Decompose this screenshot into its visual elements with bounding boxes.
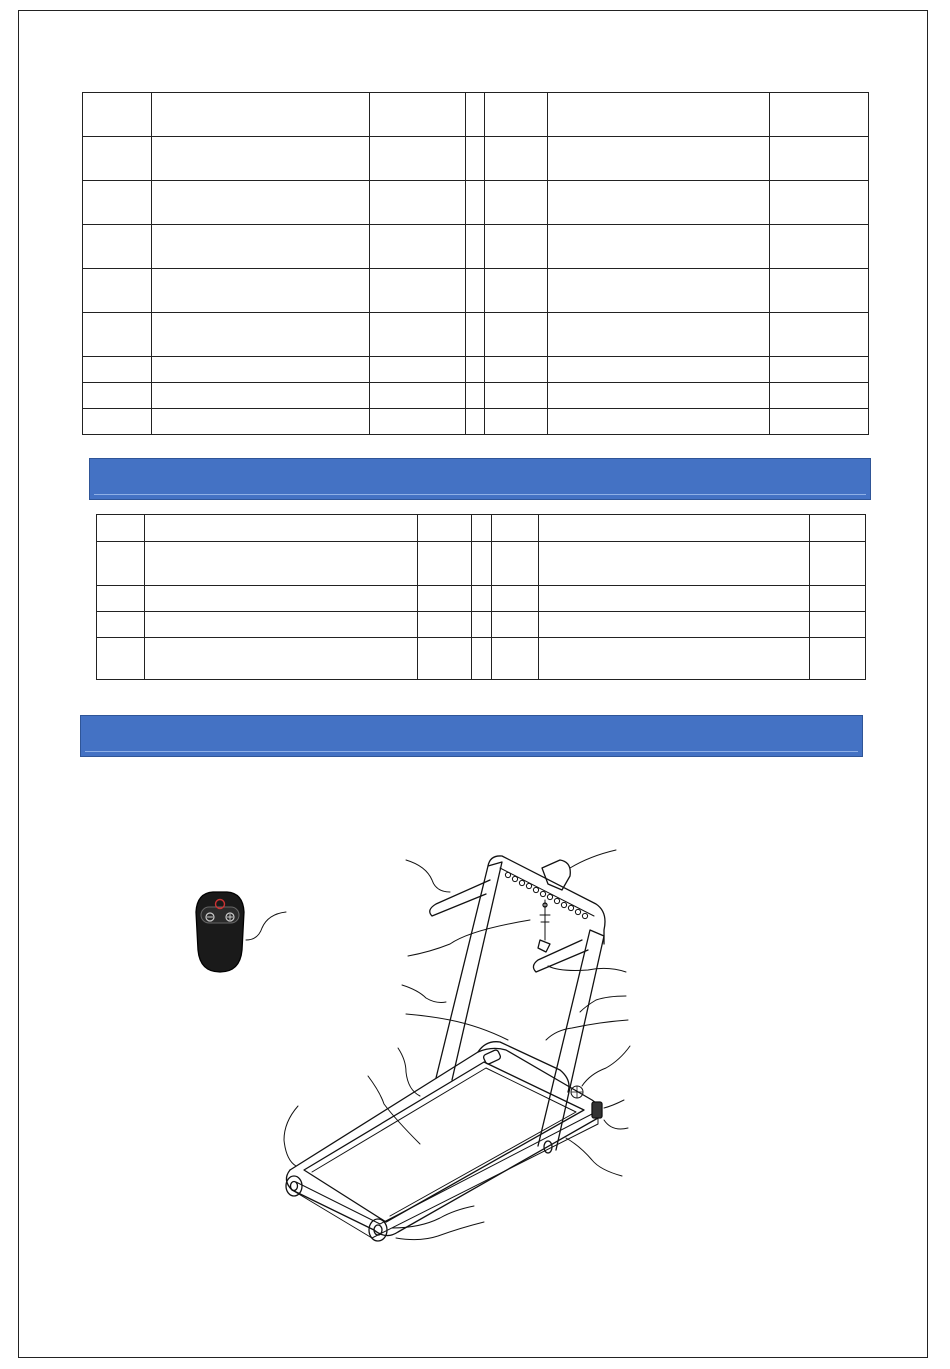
treadmill-deck [286, 1042, 602, 1241]
treadmill-upright-frame [430, 856, 605, 1153]
rear-roller-cap-right [369, 1219, 387, 1241]
remote-control-icon [196, 892, 286, 972]
